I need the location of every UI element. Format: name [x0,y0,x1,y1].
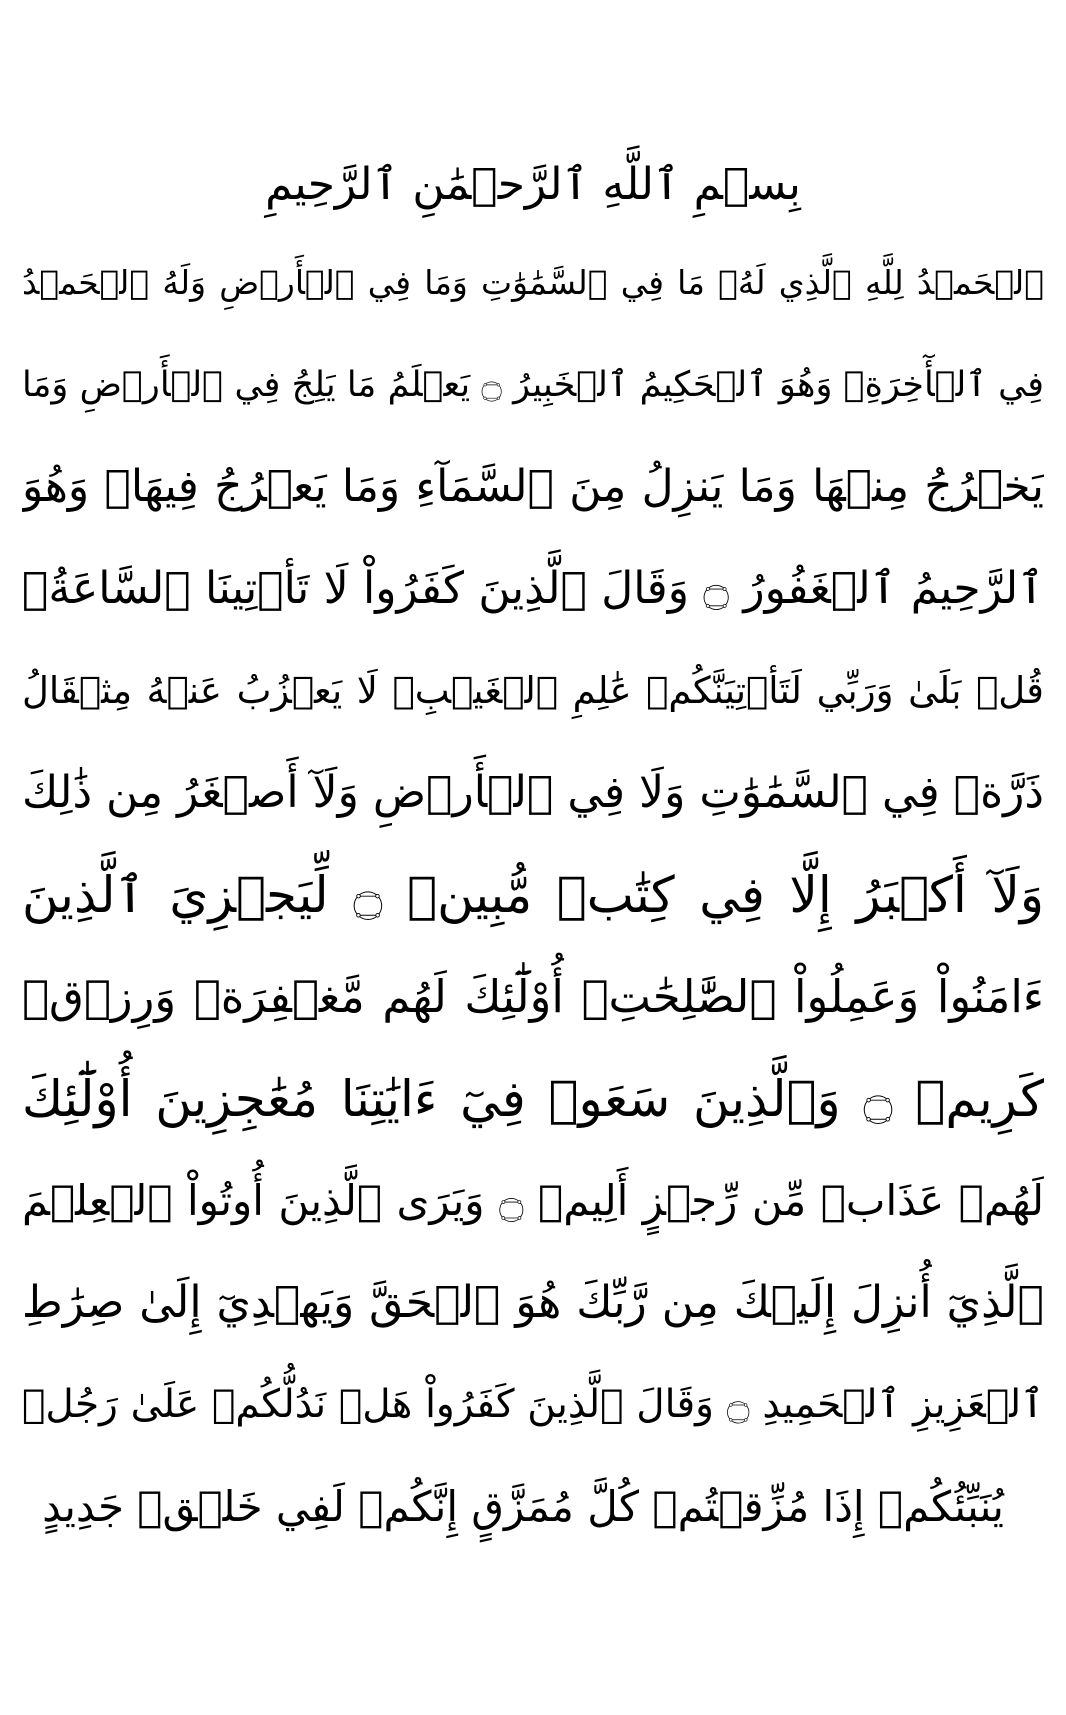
text-line: قُلۡ بَلَىٰ وَرَبِّي لَتَأۡتِيَنَّكُمۡ عَٰلِمِ ٱلۡغَيۡبِۖ لَا يَعۡزُبُ عَنۡهُ مِثۡقَالُ [22,669,1044,712]
basmala: بِسۡمِ ٱللَّهِ ٱلرَّحۡمَٰنِ ٱلرَّحِيمِ [265,159,801,210]
text-line: فِي ٱلۡأٓخِرَةِۚ وَهُوَ ٱلۡحَكِيمُ ٱلۡخَبِيرُ ۝ يَعۡلَمُ مَا يَلِجُ فِي ٱلۡأَرۡضِ وَمَا [22,365,1044,405]
text-line: يُنَبِّئُكُمۡ إِذَا مُزِّقۡتُمۡ كُلَّ مُمَزَّقٍ إِنَّكُمۡ لَفِي خَلۡقٖ جَدِيدٍ [42,1482,1004,1531]
text-line: ٱلۡحَمۡدُ لِلَّهِ ٱلَّذِي لَهُۥ مَا فِي ٱلسَّمَٰوَٰتِ وَمَا فِي ٱلۡأَرۡضِ وَلَهُ ٱلۡحَمۡدُ [22,263,1044,302]
text-line: كَرِيمٞ ۝ وَٱلَّذِينَ سَعَوۡ فِيٓ ءَايَٰتِنَا مُعَٰجِزِينَ أُوْلَٰٓئِكَ [22,1070,1044,1128]
text-line: لَهُمۡ عَذَابٞ مِّن رِّجۡزٍ أَلِيمٞ ۝ وَيَرَى ٱلَّذِينَ أُوتُواْ ٱلۡعِلۡمَ [22,1176,1044,1225]
text-line: ٱلَّذِيٓ أُنزِلَ إِلَيۡكَ مِن رَّبِّكَ هُوَ ٱلۡحَقَّ وَيَهۡدِيٓ إِلَىٰ صِرَٰطِ [22,1277,1044,1328]
text-line: ءَامَنُواْ وَعَمِلُواْ ٱلصَّٰلِحَٰتِۚ أُوْلَٰٓئِكَ لَهُم مَّغۡفِرَةٞ وَرِزۡقٞ [22,970,1044,1023]
text-line: ٱلۡعَزِيزِ ٱلۡحَمِيدِ ۝ وَقَالَ ٱلَّذِينَ كَفَرُواْ هَلۡ نَدُلُّكُمۡ عَلَىٰ رَجُلٖ [22,1382,1044,1427]
text-line: يَخۡرُجُ مِنۡهَا وَمَا يَنزِلُ مِنَ ٱلسَّمَآءِ وَمَا يَعۡرُجُ فِيهَاۚ وَهُوَ [22,461,1044,512]
verse-lines [22,232,1044,1558]
text-line: وَلَآ أَكۡبَرُ إِلَّا فِي كِتَٰبٖ مُّبِينٖ ۝ لِّيَجۡزِيَ ٱلَّذِينَ [22,866,1044,924]
text-line: ذَرَّةٖ فِي ٱلسَّمَٰوَٰتِ وَلَا فِي ٱلۡأَرۡضِ وَلَآ أَصۡغَرُ مِن ذَٰلِكَ [22,767,1044,818]
text-line: ٱلرَّحِيمُ ٱلۡغَفُورُ ۝ وَقَالَ ٱلَّذِينَ كَفَرُواْ لَا تَأۡتِينَا ٱلسَّاعَةُۖ [22,563,1044,614]
